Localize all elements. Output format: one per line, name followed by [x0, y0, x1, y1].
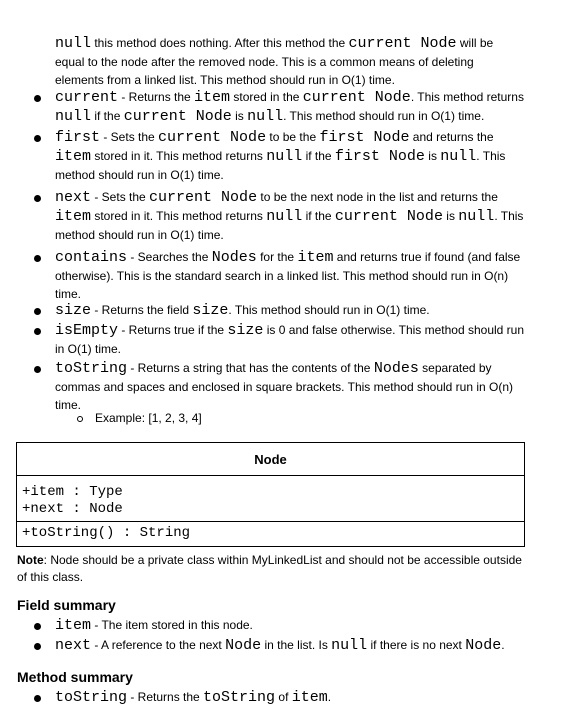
sub-bullet-icon: [77, 416, 83, 422]
bullet-icon: [34, 695, 41, 702]
method-item-next: [55, 188, 525, 244]
description-text: if the: [302, 209, 335, 223]
description-text: - The item stored in this node.: [91, 618, 253, 632]
description-text: .: [501, 638, 505, 652]
inline-code: null: [247, 108, 284, 125]
inline-code: Node: [465, 637, 502, 654]
description-text: is: [442, 209, 459, 223]
bullet-icon: [34, 623, 41, 630]
member-name: toString: [55, 689, 128, 706]
bullet-icon: [34, 643, 41, 650]
description-text: if the: [91, 109, 124, 123]
description-text: is: [231, 109, 248, 123]
uml-class-box: [16, 442, 525, 547]
description-text: - A reference to the next: [91, 638, 226, 652]
member-name: toString: [55, 360, 128, 377]
method-item-current: [55, 88, 525, 126]
uml-fields: [17, 476, 524, 522]
bullet-icon: [34, 195, 41, 202]
method-item-size: [55, 301, 525, 320]
inline-code: item: [291, 689, 328, 706]
member-name: next: [55, 637, 92, 654]
description-text: to be the: [266, 130, 320, 144]
description-text: - Returns the field: [91, 303, 193, 317]
member-name: first: [55, 129, 101, 146]
inline-code: null: [266, 148, 303, 165]
inline-code: null: [55, 35, 92, 52]
member-name: isEmpty: [55, 322, 119, 339]
inline-code: item: [297, 249, 334, 266]
description-text: and returns true if found (and false otherwise). This is the standard search in a linked list. This method should run in O(n) time.: [55, 250, 521, 301]
member-name: size: [55, 302, 92, 319]
uml-class-name: Node: [17, 443, 524, 476]
description-text: if there is no next: [367, 638, 466, 652]
bullet-icon: [34, 255, 41, 262]
uml-field: +item : Type: [22, 484, 123, 500]
inline-code: current Node: [158, 129, 267, 146]
inline-code: current Node: [149, 189, 258, 206]
description-text: - Returns true if the: [118, 323, 228, 337]
description-text: - Returns the: [118, 90, 195, 104]
method-item-contains: [55, 248, 525, 303]
description-text: . This method should run in O(1) time.: [55, 149, 506, 182]
field-item-item: [55, 616, 525, 635]
inline-code: Nodes: [211, 249, 257, 266]
description-text: stored in the: [230, 90, 303, 104]
inline-code: null: [440, 148, 477, 165]
bullet-icon: [34, 135, 41, 142]
example-text: Example: [1, 2, 3, 4]: [95, 411, 202, 425]
inline-code: item: [55, 208, 92, 225]
method-summary-item-tostring: [55, 688, 525, 707]
inline-code: null: [55, 108, 92, 125]
description-text: stored in it. This method returns: [91, 209, 267, 223]
note-paragraph: Note: Node should be a private class within MyLinkedList and should not be accessible outside of this class.: [17, 553, 522, 584]
inline-code: current Node: [123, 108, 232, 125]
description-text: . This method should run in O(1) time.: [283, 109, 485, 123]
description-text: separated by commas and spaces and enclosed in square brackets. This method should run in O(n) time.: [55, 361, 514, 412]
inline-code: current Node: [348, 35, 457, 52]
description-text: of: [275, 690, 292, 704]
member-name: item: [55, 617, 92, 634]
description-text: .: [327, 690, 332, 704]
inline-code: Node: [225, 637, 262, 654]
description-text: - Sets the: [91, 190, 150, 204]
inline-code: toString: [203, 689, 276, 706]
uml-methods: [17, 522, 524, 546]
inline-code: first Node: [319, 129, 410, 146]
description-text: is 0 and false otherwise. This method should run in O(1) time.: [55, 323, 525, 356]
description-text: is: [424, 149, 441, 163]
method-item-tostring: [55, 359, 525, 414]
field-summary-heading: Field summary: [17, 597, 116, 613]
description-text: - Sets the: [100, 130, 159, 144]
bullet-icon: [34, 95, 41, 102]
description-text: in the list. Is: [261, 638, 332, 652]
inline-code: null: [266, 208, 303, 225]
inline-code: size: [227, 322, 264, 339]
method-item-isempty: [55, 321, 525, 358]
member-name: contains: [55, 249, 128, 266]
description-text: - Returns the: [127, 690, 204, 704]
method-item-first: [55, 128, 525, 184]
intro-paragraph: null this method does nothing. After this method the current Node will be equal to the node after the removed node. This is a common means of deleting elements from a linked list. This method should run in O(1) time.: [55, 35, 494, 87]
inline-code: item: [194, 89, 231, 106]
description-text: . This method should run in O(1) time.: [228, 303, 430, 317]
bullet-icon: [34, 328, 41, 335]
inline-code: Nodes: [373, 360, 419, 377]
description-text: - Returns a string that has the contents of the: [127, 361, 374, 375]
bullet-icon: [34, 308, 41, 315]
uml-field: +next : Node: [22, 501, 123, 517]
description-text: and returns the: [409, 130, 494, 144]
member-name: current: [55, 89, 119, 106]
inline-code: current Node: [302, 89, 411, 106]
inline-code: first Node: [334, 148, 425, 165]
description-text: if the: [302, 149, 335, 163]
description-text: . This method should run in O(1) time.: [55, 209, 524, 242]
description-text: - Searches the: [127, 250, 212, 264]
field-item-next: [55, 636, 525, 655]
member-name: next: [55, 189, 92, 206]
description-text: stored in it. This method returns: [91, 149, 267, 163]
inline-code: current Node: [334, 208, 443, 225]
inline-code: item: [55, 148, 92, 165]
inline-code: size: [192, 302, 229, 319]
bullet-icon: [34, 366, 41, 373]
uml-method: +toString() : String: [22, 525, 191, 541]
description-text: . This method returns: [410, 90, 524, 104]
method-summary-heading: Method summary: [17, 669, 133, 685]
inline-code: null: [331, 637, 368, 654]
description-text: to be the next node in the list and returns the: [257, 190, 498, 204]
inline-code: null: [458, 208, 495, 225]
note-label: Note: [17, 553, 44, 567]
description-text: for the: [256, 250, 298, 264]
